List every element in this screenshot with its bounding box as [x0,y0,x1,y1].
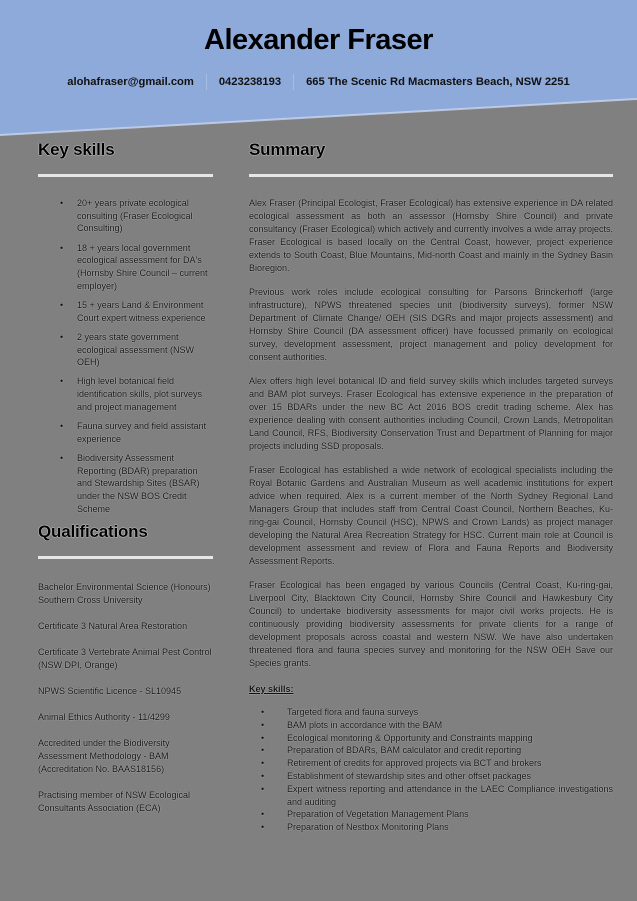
qualifications-list [38,581,213,815]
list-item: • Retirement of credits for approved projects via BCT and brokers [261,757,613,770]
list-item: • Establishment of stewardship sites and other offset packages [261,770,613,783]
key-skills-heading: Key skills [38,140,115,159]
key-skills-list [38,197,213,515]
list-item: • 20+ years private ecological consulting (Fraser Ecological Consulting) [60,197,213,235]
email-link[interactable]: alohafraser@gmail.com [67,76,194,88]
summary-key-skills-heading: Key skills: [249,684,294,694]
list-item: • Expert witness reporting and attendance in the LAEC Compliance investigations and auditing [261,783,613,809]
qualification-item: Practising member of NSW Ecological Consultants Association (ECA) [38,789,191,813]
summary-key-skills-list [249,706,613,834]
qualifications-section [38,522,213,815]
phone-number[interactable]: 0423238193 [218,76,282,88]
qualification-item: Bachelor Environmental Science (Honours) Southern Cross University [38,581,211,605]
list-item: • 2 years state government ecological assessment (NSW OEH) [60,331,213,369]
section-divider [249,174,613,177]
right-column [249,140,613,834]
list-item: • Preparation of Nestbox Monitoring Plans [261,821,613,834]
list-item: • 15 + years Land & Environment Court expert witness experience [60,299,213,324]
list-item: • Ecological monitoring & Opportunity and Constraints mapping [261,732,613,745]
left-column [38,140,213,828]
list-item: • Preparation of Vegetation Management Plans [261,808,613,821]
summary-heading: Summary [249,140,326,159]
header-banner [0,0,637,136]
section-divider [38,556,213,559]
list-item: • Fauna survey and field assistant experience [60,420,213,445]
list-item: • Biodiversity Assessment Reporting (BDAR) preparation and Stewardship Sites (BSAR) under the NSW BOS Credit Scheme [60,452,213,516]
summary-paragraph: Alex Fraser (Principal Ecologist, Fraser Ecological) has extensive experience in DA related ecological assessment as both an assessor (Hornsby Shire Council) and private consultancy (Fraser Ecological) which actively and currently involves a wide array projects. Fraser Ecological is based locally on the Central Coast, however, project experience extends to South Coast, Blue Mountains, Mid-north Coast and mainly in the Sydney Basin Bioregion. [249,198,613,273]
qualification-item: NPWS Scientific Licence - SL10945 [38,685,182,696]
qualification-item: Accredited under the Biodiversity Assessment Methodology - BAM (Accreditation No. BAAS18156) [38,737,170,774]
qualification-item: Certificate 3 Vertebrate Animal Pest Control (NSW DPI, Orange) [38,646,212,670]
list-item: • BAM plots in accordance with the BAM [261,719,613,732]
list-item: • Targeted flora and fauna surveys [261,706,613,719]
summary-paragraph: Alex offers high level botanical ID and field survey skills which includes targeted surveys and BAM plot surveys. Fraser Ecological has extensive experience in the preparation of over 15 BDARs under the new BC Act 2016 BOS credit trading scheme. Alex has experience dealing with consent authorities including Council, Crown Lands, Metropolitan Land Council, RFS, Biodiversity Conservation Trust and Department of Planning for major projects including SSD proposals. [249,376,613,451]
summary-body [249,197,613,834]
contact-divider [206,74,207,90]
qualifications-heading: Qualifications [38,521,148,541]
list-item: • High level botanical field identification skills, plot surveys and project management [60,375,213,413]
list-item: • 18 + years local government ecological assessment for DA's (Hornsby Shire Council – current employer) [60,242,213,293]
summary-paragraph: Fraser Ecological has been engaged by various Councils (Central Coast, Ku-ring-gai, Liverpool City, Blacktown City Council, Hornsby Shire Council and Hawkesbury City Council) to undertake biodiversity assessments for major civil works projects. He is continuously providing biodiversity assessments for private clients for a range of development proposals across coastal and western NSW. We have also undertaken threatened flora and fauna species survey and monitoring for the NSW OEH Save our Species grants. [249,580,613,668]
section-divider [38,174,213,177]
address: 665 The Scenic Rd Macmasters Beach, NSW 2251 [306,76,570,88]
candidate-name: Alexander Fraser [204,24,433,56]
contact-divider [293,74,294,90]
summary-paragraph: Fraser Ecological has established a wide network of ecological specialists including the Royal Botanic Gardens and Australian Museum as well academic institutions for expert advice when required. Alex is a current member of the North Sydney Regional Land Managers Group that includes staff from Central Coast Council, Northern Beaches, Ku-ring-gai Council, Hornsby Council (HSC), NPWS and Crown Lands) as project manager developing the Natural Area Recreation Strategy for HSC. Current main role at Council is development assessment and review of Flora and Fauna Reports and Biodiversity Assessment Reports. [249,465,613,566]
qualification-item: Certificate 3 Natural Area Restoration [38,620,188,631]
qualification-item: Animal Ethics Authority - 11/4299 [38,711,170,722]
list-item: • Preparation of BDARs, BAM calculator and credit reporting [261,744,613,757]
contact-bar [0,74,637,90]
summary-paragraph: Previous work roles include ecological consulting for Parsons Brinckerhoff (large infrastructure), NPWS threatened species unit (biodiversity surveys), former NSW Department of Climate Change/ OEH (SIS DGRs and major projects assessment) and Hornsby Shire Council (DA assessment officer) have focussed primarily on ecological survey, development assessment, project management and policy development for consent authorities. [249,287,613,362]
